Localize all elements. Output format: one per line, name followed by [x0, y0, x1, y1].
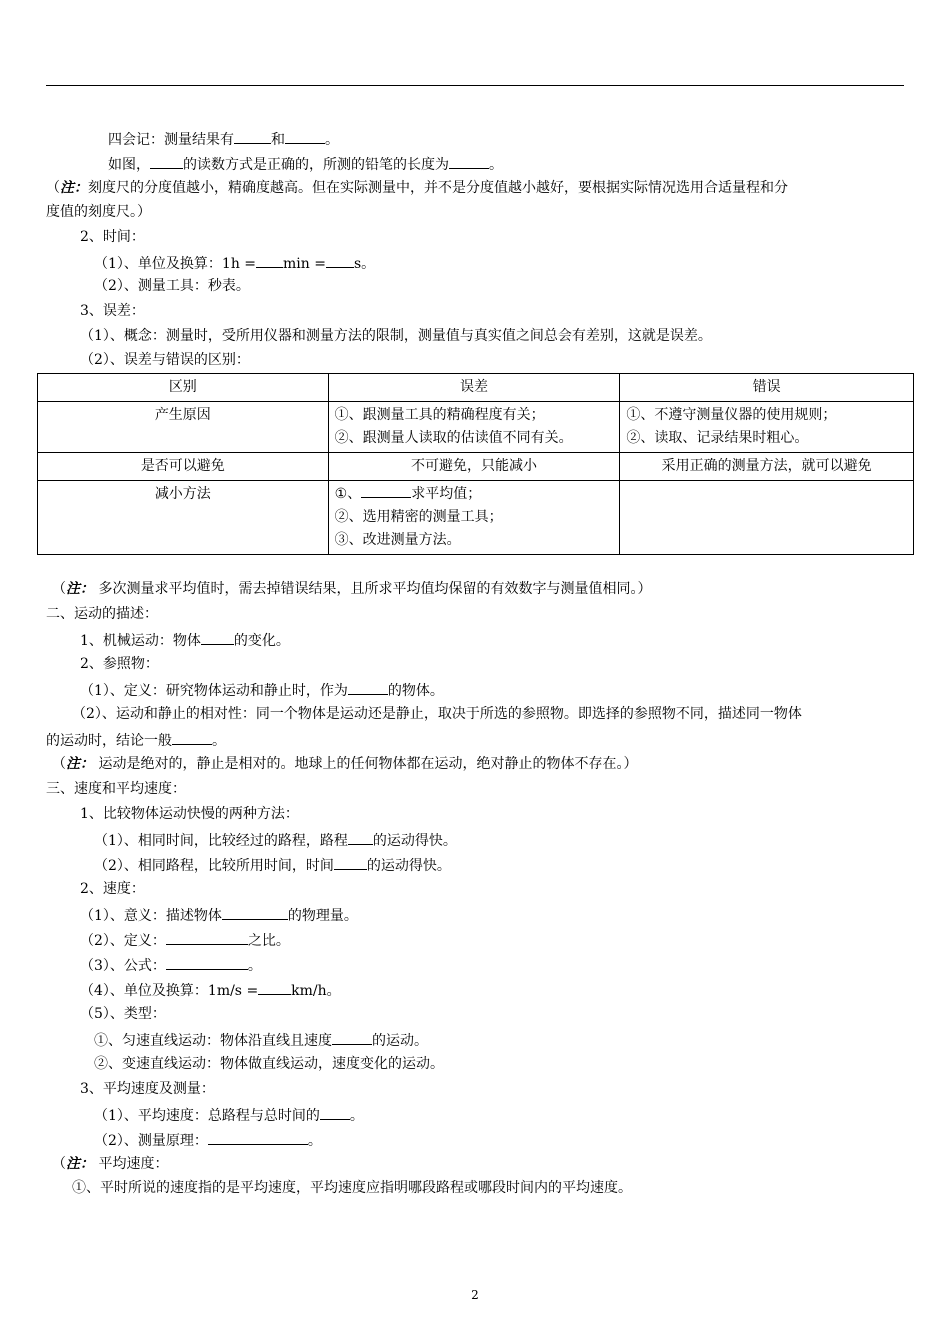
note-mark: 注： [66, 581, 94, 597]
text-line: （1）、相同时间，比较经过的路程，路程 的运动得快。 [94, 830, 457, 850]
table-cell: 不可避免，只能减小 [328, 453, 620, 481]
table-header-cell: 误差 [328, 374, 620, 402]
table-cell: 减小方法 [38, 481, 329, 555]
section-heading: 2、参照物： [80, 656, 159, 672]
fill-blank[interactable] [326, 253, 354, 268]
table-row [38, 453, 914, 481]
table-header-cell: 错误 [620, 374, 914, 402]
fill-blank[interactable] [166, 930, 248, 945]
text-line: （1）、概念：测量时，受所用仪器和测量方法的限制，测量值与真实值之间总会有差别，这就是误差。 [80, 328, 712, 344]
text-line: 的运动时，结论一般 。 [46, 730, 226, 750]
fill-blank[interactable] [334, 855, 367, 870]
fill-blank[interactable] [320, 1105, 350, 1120]
text-line: 如图， 的读数方式是正确的，所测的铅笔的长度为 。 [108, 154, 503, 174]
table-cell: 产生原因 [38, 402, 329, 453]
fill-blank[interactable] [150, 154, 183, 169]
fill-blank[interactable] [332, 1030, 372, 1045]
table-cell: 采用正确的测量方法，就可以避免 [620, 453, 914, 481]
text-line: （2）、测量工具：秒表。 [94, 278, 250, 294]
header-rule [46, 85, 904, 86]
table-row [38, 481, 914, 555]
text-line: ①、匀速直线运动：物体沿直线且速度 的运动。 [94, 1030, 428, 1050]
text-line: （1）、定义：研究物体运动和静止时，作为 的物体。 [80, 680, 444, 700]
fill-blank[interactable] [256, 253, 283, 268]
text-line: ②、变速直线运动：物体做直线运动，速度变化的运动。 [94, 1056, 444, 1072]
fill-blank[interactable] [166, 955, 248, 970]
table-row [38, 374, 914, 402]
note-line: （注： 运动是绝对的，静止是相对的。地球上的任何物体都在运动，绝对静止的物体不存在。） [52, 756, 638, 772]
text-line: （2）、定义： 之比。 [80, 930, 290, 950]
text-line: （5）、类型： [80, 1006, 166, 1022]
fill-blank[interactable] [172, 730, 212, 745]
note-mark: 注： [66, 756, 94, 772]
table-cell: ①、 求平均值； ②、选用精密的测量工具； ③、改进测量方法。 [328, 481, 620, 555]
text-line: ①、平时所说的速度指的是平均速度，平均速度应指明哪段路程或哪段时间内的平均速度。 [72, 1180, 632, 1196]
error-comparison-table [37, 373, 914, 555]
text-line: 四会记：测量结果有 和 。 [108, 129, 339, 149]
fill-blank[interactable] [348, 680, 388, 695]
page-number: 2 [471, 1288, 479, 1302]
fill-blank[interactable] [222, 905, 288, 920]
table-cell: ①、不遵守测量仪器的使用规则； ②、读取、记录结果时粗心。 [620, 402, 914, 453]
note-mark: 注： [60, 180, 88, 196]
fill-blank[interactable] [258, 980, 291, 995]
text-line: （1）、单位及换算：1h = min = s。 [94, 253, 375, 273]
text-line: （1）、平均速度：总路程与总时间的 。 [94, 1105, 364, 1125]
text-line: （2）、运动和静止的相对性：同一个物体是运动还是静止，取决于所选的参照物。即选择的参照物不同，描述同一物体 [72, 706, 802, 722]
text-line: （2）、误差与错误的区别： [80, 352, 250, 368]
table-cell: ①、跟测量工具的精确程度有关； ②、跟测量人读取的估读值不同有关。 [328, 402, 620, 453]
note-line: （注： 多次测量求平均值时，需去掉错误结果，且所求平均值均保留的有效数字与测量值相同。） [52, 581, 652, 597]
text-line: （4）、单位及换算：1m/s = km/h。 [80, 980, 341, 1000]
fill-blank[interactable] [449, 154, 489, 169]
section-heading: 三、速度和平均速度： [46, 781, 186, 797]
table-cell [620, 481, 914, 555]
fill-blank[interactable] [361, 483, 411, 498]
text-line: 1、机械运动：物体 的变化。 [80, 630, 290, 650]
note-line: （注：刻度尺的分度值越小，精确度越高。但在实际测量中，并不是分度值越小越好，要根据实际情况选用合适量程和分 [46, 180, 788, 196]
fill-blank[interactable] [285, 129, 325, 144]
note-line: 度值的刻度尺。） [46, 204, 151, 220]
table-cell: 是否可以避免 [38, 453, 329, 481]
note-line: （注： 平均速度： [52, 1156, 169, 1172]
section-heading: 3、平均速度及测量： [80, 1081, 215, 1097]
section-heading: 1、比较物体运动快慢的两种方法： [80, 806, 299, 822]
note-mark: 注： [66, 1156, 94, 1172]
fill-blank[interactable] [348, 830, 373, 845]
section-heading: 2、速度： [80, 881, 145, 897]
fill-blank[interactable] [234, 129, 271, 144]
fill-blank[interactable] [201, 630, 234, 645]
text-line: （1）、意义：描述物体 的物理量。 [80, 905, 358, 925]
table-row [38, 402, 914, 453]
table-header-cell: 区别 [38, 374, 329, 402]
text-line: （2）、测量原理： 。 [94, 1130, 322, 1150]
text-line: （3）、公式： 。 [80, 955, 262, 975]
section-heading: 二、运动的描述： [46, 606, 158, 622]
section-heading: 3、误差： [80, 303, 145, 319]
text-line: （2）、相同路程，比较所用时间，时间 的运动得快。 [94, 855, 451, 875]
section-heading: 2、时间： [80, 229, 145, 245]
fill-blank[interactable] [208, 1130, 308, 1145]
